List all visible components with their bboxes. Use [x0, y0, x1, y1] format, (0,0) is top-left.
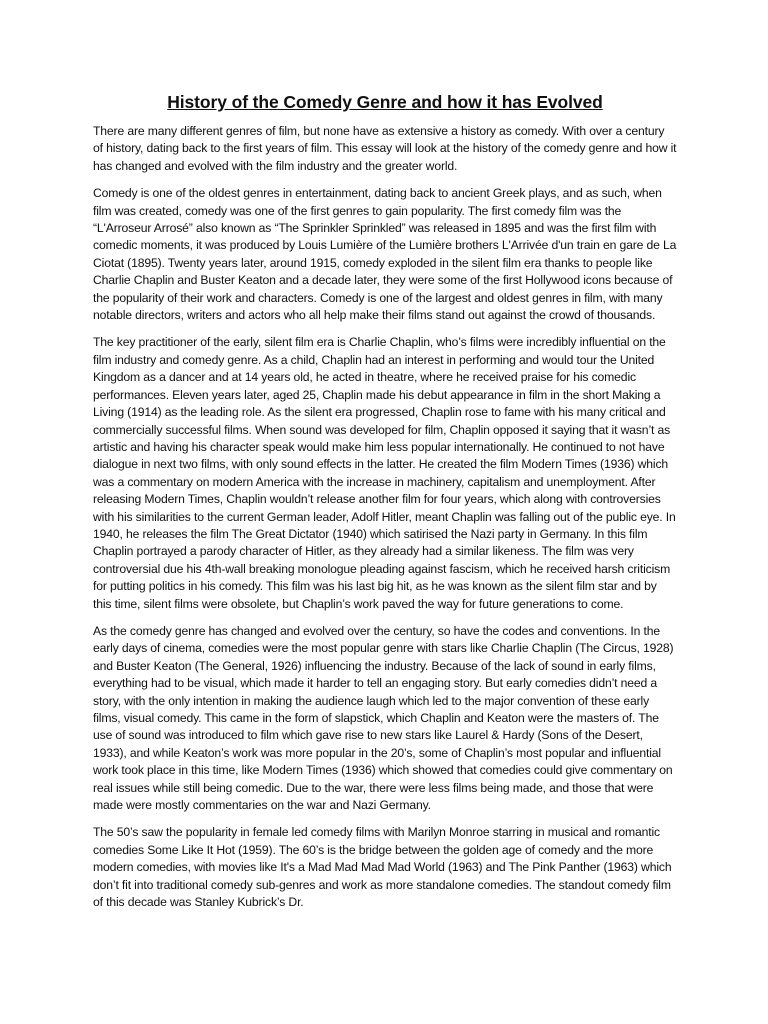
- paragraph-origins: Comedy is one of the oldest genres in entertainment, dating back to ancient Greek plays, and as such, when film was created, comedy was one of the first genres to gain popularity. The first comedy film was the “L'Arroseur Arrosé” also known as “The Sprinkler Sprinkled” was released in 1895 and was the first film with comedic moments, it was produced by Louis Lumière of the Lumière brothers L'Arrivée d'un train en gare de La Ciotat (1895). Twenty years later, around 1915, comedy exploded in the silent film era thanks to people like Charlie Chaplin and Buster Keaton and a decade later, they were some of the first Hollywood icons because of the popularity of their work and characters. Comedy is one of the largest and oldest genres in film, with many notable directors, writers and actors who all help make their films stand out against the crowd of thousands.: [93, 186, 677, 323]
- paragraph-chaplin: The key practitioner of the early, silent film era is Charlie Chaplin, who’s films were incredibly influential on the film industry and comedy genre. As a child, Chaplin had an interest in performing and would tour the United Kingdom as a dancer and at 14 years old, he acted in theatre, where he received praise for his comedic performances. Eleven years later, aged 25, Chaplin made his debut appearance in film in the short Making a Living (1914) as the leading role. As the silent era progressed, Chaplin rose to fame with his many critical and commercially successful films. When sound was developed for film, Chaplin opposed it saying that it wasn’t as artistic and having his character speak would make him less popular internationally. He continued to not have dialogue in next two films, with only sound effects in the latter. He created the film Modern Times (1936) which was a commentary on modern America with the increase in machinery, capitalism and unemployment. After releasing Modern Times, Chaplin wouldn’t release another film for four years, which along with controversies with his similarities to the current German leader, Adolf Hitler, meant Chaplin was falling out of the public eye. In 1940, he releases the film The Great Dictator (1940) which satirised the Nazi party in Germany. In this film Chaplin portrayed a parody character of Hitler, as they already had a similar likeness. The film was very controversial due his 4th-wall breaking monologue pleading against fascism, which he received harsh criticism for putting politics in his comedy. This film was his last big hit, as he was known as the silent film star and by this time, silent films were obsolete, but Chaplin’s work paved the way for future generations to come.: [93, 335, 676, 611]
- document-body: [93, 90, 677, 921]
- paragraph-fifties-sixties: The 50’s saw the popularity in female led comedy films with Marilyn Monroe starring in musical and romantic comedies Some Like It Hot (1959). The 60’s is the bridge between the golden age of comedy and the more modern comedies, with movies like It's a Mad Mad Mad Mad World (1963) and The Pink Panther (1963) which don’t fit into traditional comedy sub-genres and work as more standalone comedies. The standout comedy film of this decade was Stanley Kubrick’s Dr.: [93, 825, 672, 910]
- paragraph-codes-conventions: As the comedy genre has changed and evolved over the century, so have the codes and conventions. In the early days of cinema, comedies were the most popular genre with stars like Charlie Chaplin (The Circus, 1928) and Buster Keaton (The General, 1926) influencing the industry. Because of the lack of sound in early films, everything had to be visual, which made it harder to tell an engaging story. But early comedies didn’t need a story, with the only intention in making the audience laugh which led to the major convention of these early films, visual comedy. This came in the form of slapstick, which Chaplin and Keaton were the masters of. The use of sound was introduced to film which gave rise to new stars like Laurel & Hardy (Sons of the Desert, 1933), and while Keaton’s work was more popular in the 20’s, some of Chaplin’s most popular and influential work took place in this time, like Modern Times (1936) which showed that comedies could give commentary on real issues while still being comedic. Due to the war, there were less films being made, and those that were made were mostly commentaries on the war and Nazi Germany.: [93, 623, 674, 813]
- document-title: History of the Comedy Genre and how it has Evolved: [167, 92, 603, 112]
- paragraph-introduction: There are many different genres of film, but none have as extensive a history as comedy. With over a century of history, dating back to the first years of film. This essay will look at the history of the comedy genre and how it has changed and evolved with the film industry and the greater world.: [93, 124, 677, 173]
